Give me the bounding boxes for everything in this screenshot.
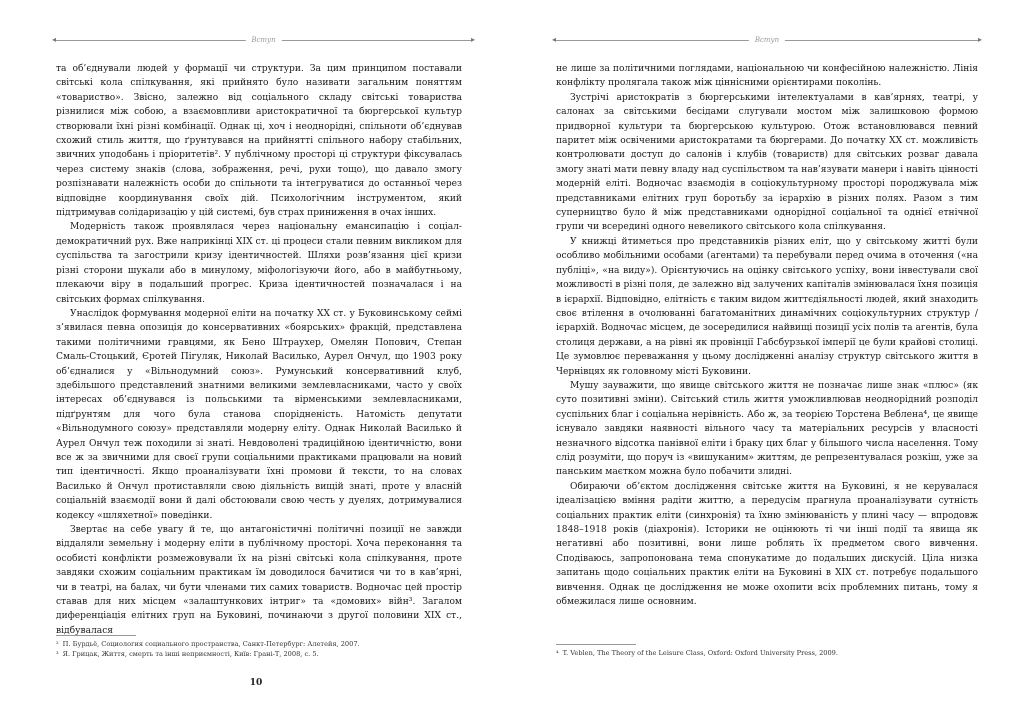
paragraph: Мушу зауважити, що явище світського життя не позначає лише знак «плюс» (як суто позитивні зміни). Світський стиль життя уможливлював неоднорідний розподіл суспільних благ і соціальна нерівність. Або ж, за теорією Торстена Веблена⁴, це явище існувало завдяки наявності вільного часу та матеріальних ресурсів у власності незначного відсотка панівної еліти і браку цих благ у більшого числа населення. Тому слід розуміти, що поруч із «вишуканим» життям, де репрезентувалася розкіш, уже за панським маєтком можна було побачити злидні.: [556, 380, 978, 478]
right-footnotes: [556, 648, 978, 658]
paragraph: Унаслідок формування модерної еліти на початку ХХ ст. у Буковинському сеймі з’явилася певна опозиція до консервативних «боярських» фракцій, представлена такими політичними гравцями, як Бено Штраухер, Омелян Попович, Степан Смаль-Стоцький, Єротей Пігуляк, Николай Василько, Аурел Ончул, що 1903 року об’єдналися у «Вільнодумний союз». Румунський консервативний клуб, здебільшого представлений знатними великими землевласниками, часто у своїх інтересах об’єднувався із польськими та вірменськими землевласниками, підґрунтям для чого була станова спорідненість. Натомість депутати «Вільнодумного союзу» представляли модерну еліту. Однак Николай Василько й Аурел Ончул теж походили зі знаті. Невдоволені традиційною ідентичністю, вони все ж за звичними для своєї групи соціальними практиками працювали на новий тип ідентичності. Якщо проаналізувати їхні промови й тексти, то на словах Василько й Ончул протиставляли свою діяльність вищій знаті, проте у власній соціальній взаємодії вони й далі обстоювали свою честь у дуелях, дотримувалися кодексу «шляхетної» поведінки.: [56, 308, 462, 521]
running-head-title: Вступ: [749, 34, 785, 46]
footnote-number: ²: [56, 640, 59, 648]
right-running-header: [552, 34, 982, 46]
footnote: [556, 648, 978, 658]
footnote-text: Я. Грицак, Життя, смерть та інші неприємності, Київ: Грані-Т, 2008, с. 5.: [62, 650, 319, 658]
left-running-header: [52, 34, 475, 46]
footnote-number: ⁴: [556, 649, 559, 657]
left-body-text: [56, 62, 462, 638]
footnote: [56, 649, 462, 659]
paragraph: не лише за політичними поглядами, національною чи конфесійною належністю. Лінія конфлікту пролягала також між ціннісними орієнтирами поколінь.: [556, 64, 978, 89]
footnote-text: T. Veblen, The Theory of the Leisure Class, Oxford: Oxford University Press, 2009.: [562, 649, 838, 657]
paragraph: Модерність також проявлялася через національну емансипацію і соціал-демократичний рух. Вже наприкінці ХІХ ст. ці процеси стали певним викликом для суспільства та загострили кризу ідентичностей. Шляхи розв’язання цієї кризи різні сторони шукали або в минулому, міфологізуючи його, або в майбутньому, плекаючи віру в подальший прогрес. Криза ідентичностей позначалася і на світських формах спілкування.: [56, 222, 462, 305]
left-footnotes: [56, 639, 462, 659]
paragraph: У книжці йтиметься про представників різних еліт, що у світському житті були особливо мобільними особами (агентами) та перебували перед очима в оточення («на публіці», «на виду»). Орієнтуючись на оцінку світського успіху, вони інвестували свої можливості в різні поля, де залежно від залучених капіталів змінювалася їхня позиція в ієрархії. Відповідно, елітність є таким видом життєдіяльності людей, який знаходить своє втілення в очолюванні багатоманітних динамічних соціокультурних структур / ієрархій. Водночас місцем, де зосередилися найвищі позиції усіх полів та агентів, була столиця держави, а на рівні як провінції Габсбурзької імперії це були крайові столиці. Це зумовлює переважання у цьому дослідженні аналізу структур світського життя в Чернівцях як головному місті Буковини.: [556, 236, 978, 377]
paragraph: Звертає на себе увагу й те, що антагоністичні політичні позиції не завжди віддаляли земельну і модерну еліти в публічному просторі. Хоча переконання та особисті конфлікти розмежовували їх на різні світські кола спілкування, проте завдяки схожим соціальним практикам їм доводилося бачитися чи то в кав’ярні, чи в театрі, на балах, чи бути членами тих самих товариств. Водночас цей простір ставав для них місцем «залаштункових інтриг» та «домових» війн³. Загалом диференціація елітних груп на Буковині, починаючи з другої половини ХІХ ст., відбувалася: [56, 525, 462, 636]
paragraph: Зустрічі аристократів з бюргерськими інтелектуалами в кав’ярнях, театрі, у салонах за світськими бесідами слугували мостом між залишковою формою придворної культури та бюргерською культурою. Отож встановлювався певний паритет між освіченими аристократами та бюргерами. До початку ХХ ст. можливість контролювати доступ до салонів і клубів (товариств) для світських розваг давала змогу знаті мати певну владу над суспільством та нав’язувати манери і навіть цінності модерній еліті. Водночас взаємодія в соціокультурному просторі породжувала між представниками елітних груп боротьбу за ієрархію в різних полях. Разом з тим суперництво було й між представниками однорідної соціальної та однієї етнічної групи чи всередині одного невеликого світського кола спілкування.: [556, 92, 978, 233]
ornament-left-icon: ◂: [552, 35, 557, 44]
right-page: [512, 0, 1024, 723]
footnote-separator: [56, 635, 136, 636]
footnote: [56, 639, 462, 649]
footnote-separator: [556, 644, 636, 645]
ornament-right-icon: ▸: [470, 35, 475, 44]
paragraph: та об’єднували людей у формації чи структури. За цим принципом поставали світські кола спілкування, які прийнято було називати загальним поняттям «товариство». Звісно, залежно від соціального складу світські товариства різнилися між собою, а взаємовпливи аристократичної та бюргерської культур створювали їхні різні комбінації. Однак ці, хоч і неоднорідні, спільноти об’єднував схожий стиль життя, що ґрунтувався на прийнятті спільного набору стабільних, звичних уподобань і пріоритетів². У публічному просторі ці структури фіксувалась через систему знаків (слова, зображення, речі, рухи тощо), що давало змогу розпізнавати належність особи до спільноти та інтегруватися до останньої через відповідне координування своїх дій. Психологічним інструментом, який підтримував солідаризацію у цій системі, був страх приниження в очах інших.: [56, 64, 462, 219]
page-number: 10: [249, 678, 263, 688]
running-head-title: Вступ: [245, 34, 281, 46]
paragraph: Обираючи об’єктом дослідження світське життя на Буковині, я не керувалася ідеалізацією вміння радіти життю, а передусім прагнула проаналізувати сутність соціальних практик еліти (синхронія) та їхню змінюваність у плині часу — впродовж 1848–1918 років (діахронія). Історики не оцінюють ті чи інші події та явища як негативні або позитивні, вони лише роблять їх предметом свого вивчення. Сподіваюсь, запропонована тема спонукатиме до подальших дискусій. Ціла низка запитань щодо соціальних практик еліти на Буковині в ХІХ ст. потребує подальшого вивчення. Однак це дослідження не може охопити всіх проблемних питань, тому я обмежилася лише основним.: [556, 481, 978, 608]
right-body-text: [556, 62, 978, 609]
ornament-right-icon: ▸: [977, 35, 982, 44]
footnote-number: ³: [56, 650, 59, 658]
footnote-text: П. Бурдьё, Социология социального пространства, Санкт-Петербург: Алетейя, 2007.: [62, 640, 360, 648]
ornament-left-icon: ◂: [52, 35, 57, 44]
